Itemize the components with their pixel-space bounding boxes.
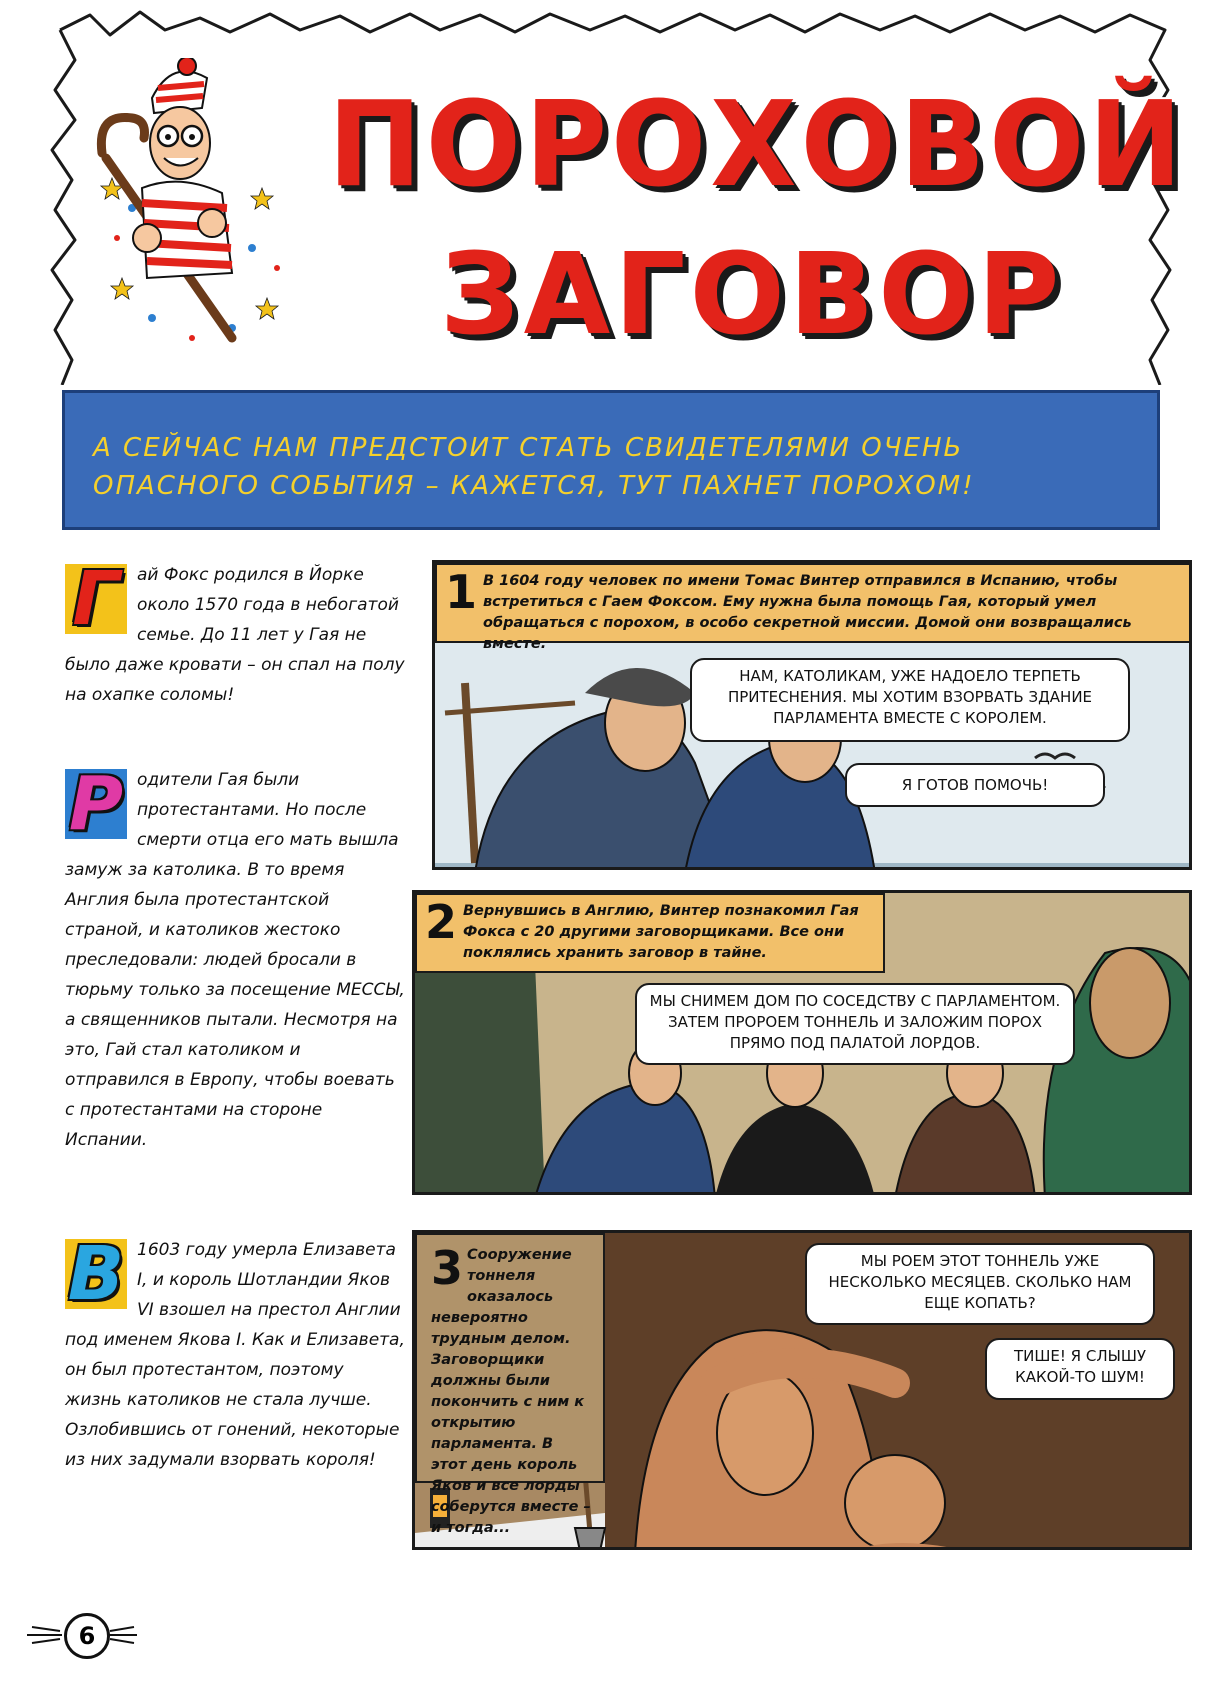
speech-bubble-1: НАМ, КАТОЛИКАМ, УЖЕ НАДОЕЛО ТЕРПЕТЬ ПРИТЕСНЕНИЯ. МЫ ХОТИМ ВЗОРВАТЬ ЗДАНИЕ ПАРЛАМЕНТА ВМЕСТЕ С КОРОЛЕМ. <box>690 658 1130 742</box>
article-paragraph-2 <box>65 761 405 1155</box>
page-number-badge <box>22 1605 142 1665</box>
drop-cap: Г <box>65 564 127 634</box>
article-paragraph-1 <box>65 556 405 710</box>
intro-banner <box>62 390 1160 530</box>
panel-number: 3 <box>431 1241 464 1295</box>
caption-text: Сооружение тоннеля оказалось невероятно трудным делом. Заговорщики должны были покончить с ним к открытию парламента. В этот день король Яков и все лорды соберутся вместе – и тогда... <box>431 1247 591 1536</box>
panel-2-caption <box>415 893 885 973</box>
speech-bubble-1: МЫ РОЕМ ЭТОТ ТОННЕЛЬ УЖЕ НЕСКОЛЬКО МЕСЯЦЕВ. СКОЛЬКО НАМ ЕЩЕ КОПАТЬ? <box>805 1243 1155 1325</box>
speech-bubble-2: Я ГОТОВ ПОМОЧЬ! <box>845 763 1105 807</box>
title-line-2: ЗАГОВОР <box>440 230 1064 360</box>
comic-panel-1 <box>432 560 1192 870</box>
paragraph-text: 1603 году умерла Елизавета I, и король Шотландии Яков VI взошел на престол Англии под именем Якова I. Как и Елизавета, он был протестантом, поэтому жизнь католиков не стала лучше. Озлобившись от гонений, некоторые из них задумали взорвать короля! <box>65 1240 405 1470</box>
comic-panel-3 <box>412 1230 1192 1550</box>
intro-text: А СЕЙЧАС НАМ ПРЕДСТОИТ СТАТЬ СВИДЕТЕЛЯМИ ОЧЕНЬ ОПАСНОГО СОБЫТИЯ – КАЖЕТСЯ, ТУТ ПАХНЕТ ПОРОХОМ! <box>93 433 975 501</box>
panel-1-caption <box>435 563 1192 652</box>
panel-number: 1 <box>445 565 478 619</box>
paragraph-text: ай Фокс родился в Йорке около 1570 года в небогатой семье. До 11 лет у Гая не было даже кровати – он спал на полу на охапке соломы! <box>65 565 405 705</box>
caption-text: В 1604 году человек по имени Томас Винтер отправился в Испанию, чтобы встретиться с Гаем Фоксом. Ему нужна была помощь Гая, который умел обращаться с порохом, в особо секретной миссии. Домой они возвращались вместе. <box>483 573 1132 652</box>
title-line-1: ПОРОХОВОЙ <box>328 76 1187 214</box>
drop-cap: Р <box>65 769 127 839</box>
paragraph-text: одители Гая были протестантами. Но после смерти отца его мать вышла замуж за католика. В то время Англия была протестантской страной, и католиков жестоко преследовали: людей бросали в тюрьму только за посещение МЕССЫ, а священников пытали. Несмотря на это, Гай стал католиком и отправился в Европу, чтобы воевать с протестантами на стороне Испании. <box>65 770 405 1150</box>
article-paragraph-3 <box>65 1231 405 1475</box>
panel-number: 2 <box>425 895 458 949</box>
drop-cap: В <box>65 1239 127 1309</box>
panel-3-caption <box>415 1233 605 1536</box>
caption-text: Вернувшись в Англию, Винтер познакомил Гая Фокса с 20 другими заговорщиками. Все они поклялись хранить заговор в тайне. <box>463 903 859 961</box>
speech-bubble-2: ТИШЕ! Я СЛЫШУ КАКОЙ-ТО ШУМ! <box>985 1338 1175 1400</box>
speech-bubble-1: МЫ СНИМЕМ ДОМ ПО СОСЕДСТВУ С ПАРЛАМЕНТОМ. ЗАТЕМ ПРОРОЕМ ТОННЕЛЬ И ЗАЛОЖИМ ПОРОХ ПРЯМО ПОД ПАЛАТОЙ ЛОРДОВ. <box>635 983 1075 1065</box>
comic-panel-2 <box>412 890 1192 1195</box>
waldo-illustration <box>92 58 292 348</box>
page-number: 6 <box>64 1613 110 1659</box>
